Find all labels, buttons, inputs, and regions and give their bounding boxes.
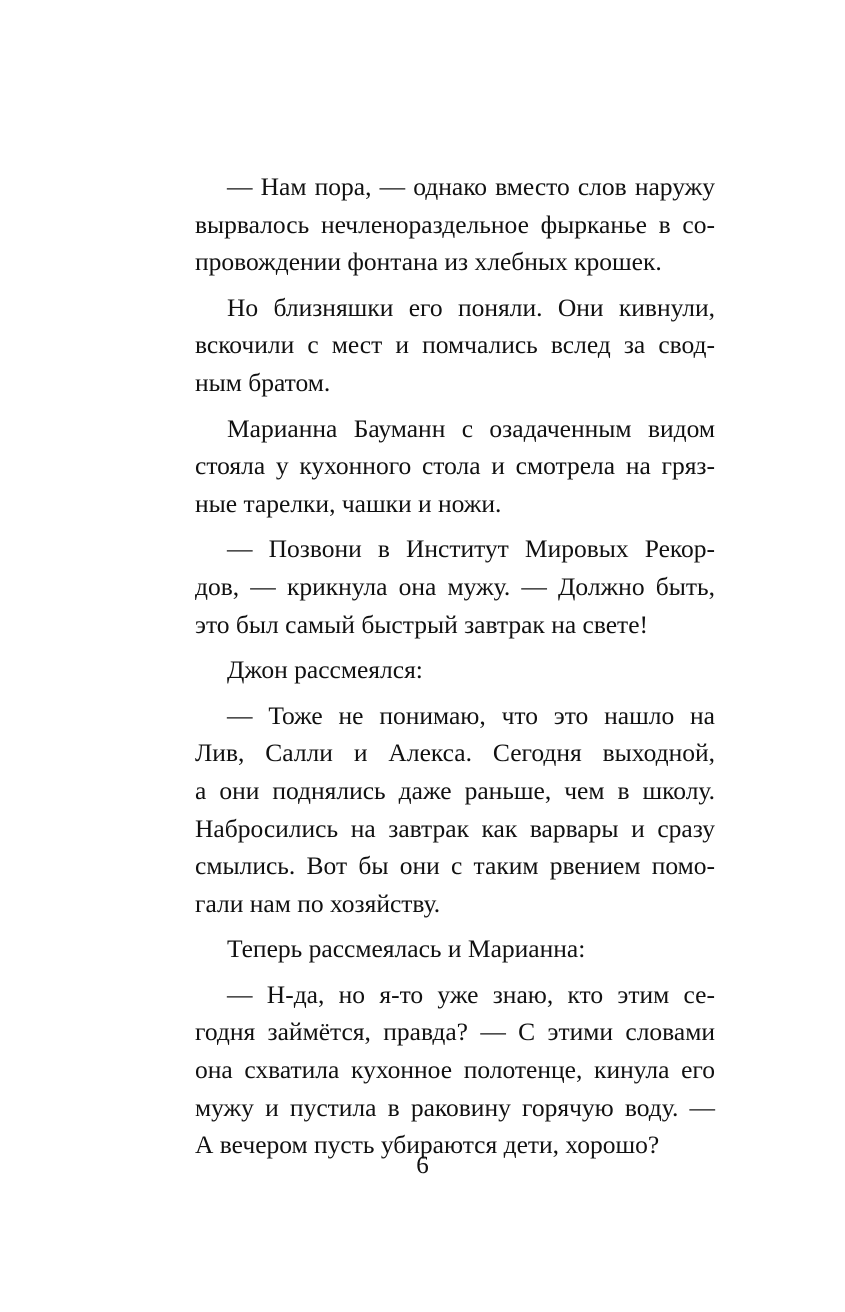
text-line: Лив, Салли и Алекса. Сегодня выходной,: [195, 738, 715, 768]
text-line: вырвалось нечленораздельное фырканье в со-: [195, 209, 715, 239]
text-line: смылись. Вот бы они с таким рвением помо-: [195, 851, 715, 881]
paragraph-2: [195, 289, 715, 402]
text-line: — Тоже не понимаю, что это нашло на: [227, 700, 715, 730]
text-line: ные тарелки, чашки и ножи.: [195, 488, 502, 518]
text-line: стояла у кухонного стола и смотрела на гряз-: [195, 451, 715, 481]
text-line: Марианна Бауманн с озадаченным видом: [227, 413, 715, 443]
text-line: гали нам по хозяйству.: [195, 888, 441, 918]
paragraph-1: [195, 168, 715, 281]
page-number: 6: [416, 1152, 429, 1179]
text-line: это был самый быстрый завтрак на свете!: [195, 609, 649, 639]
text-line: мужу и пустила в раковину горячую воду. —: [195, 1092, 715, 1122]
text-line: — Нам пора, — однако вместо слов наружу: [227, 172, 715, 201]
text-line: Но близняшки его поняли. Они кивнули,: [227, 292, 715, 322]
text-line: — Позвони в Институт Мировых Рекор-: [227, 534, 715, 564]
text-line: ным братом.: [195, 367, 331, 397]
text-line: вскочили с мест и помчались вслед за свод-: [195, 330, 715, 360]
text-line: она схватила кухонное полотенце, кинула его: [195, 1055, 715, 1085]
text-line: Набросились на завтрак как варвары и сразу: [195, 813, 715, 843]
text-line: дов, — крикнула она мужу. — Должно быть,: [195, 571, 715, 601]
text-line: — Н-да, но я-то уже знаю, кто этим се-: [227, 979, 715, 1009]
paragraph-6: [195, 697, 715, 923]
body-text: [195, 168, 715, 1172]
paragraph-8: [195, 976, 715, 1164]
text-line: провождении фонтана из хлебных крошек.: [195, 247, 662, 277]
text-line: Джон рассмеялся:: [227, 655, 423, 685]
text-line: годня займётся, правда? — С этими словами: [195, 1017, 715, 1047]
text-line: А вечером пусть убираются дети, хорошо?: [195, 1130, 660, 1160]
paragraph-3: [195, 410, 715, 523]
paragraph-4: [195, 530, 715, 643]
text-line: Теперь рассмеялась и Марианна:: [227, 934, 586, 964]
paragraph-5: [195, 651, 715, 689]
text-line: а они поднялись даже раньше, чем в школу.: [195, 775, 715, 805]
paragraph-7: [195, 930, 715, 968]
